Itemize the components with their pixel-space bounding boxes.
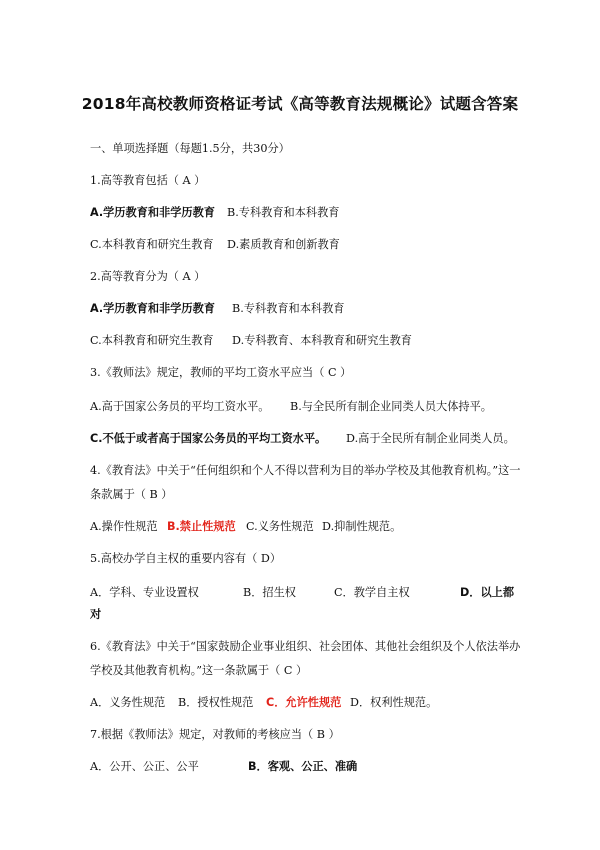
q5-option-a: A．学科、专业设置权 — [90, 586, 199, 599]
q2-option-d: D.专科教育、本科教育和研究生教育 — [232, 334, 412, 347]
q7-option-b: B．客观、公正、准确 — [248, 760, 358, 773]
question-2-stem: 2.高等教育分为（ A ） — [90, 270, 206, 283]
question-6-stem-line2: 学校及其他教育机构。”这一条款属于（ C ） — [90, 664, 308, 677]
q5-option-c: C．教学自主权 — [334, 586, 410, 599]
question-5-stem: 5.高校办学自主权的重要内容有（ D） — [90, 552, 282, 565]
q1-option-c: C.本科教育和研究生教育 — [90, 238, 214, 251]
section-heading: 一、单项选择题（每题1.5分，共30分） — [90, 142, 290, 155]
q1-option-a: A.学历教育和非学历教育 — [90, 206, 215, 219]
q2-option-b: B.专科教育和本科教育 — [232, 302, 345, 315]
q6-option-d: D．权利性规范。 — [350, 696, 438, 709]
q4-option-b: B.禁止性规范 — [167, 520, 236, 533]
q5-option-b: B．招生权 — [243, 586, 296, 599]
page-title: 2018年高校教师资格证考试《高等教育法规概论》试题含答案 — [81, 95, 519, 113]
q4-option-d: D.抑制性规范。 — [322, 520, 402, 533]
question-3-stem: 3.《教师法》规定，教师的平均工资水平应当（ C ） — [90, 366, 352, 379]
q6-option-a: A．义务性规范 — [90, 696, 166, 709]
q5-option-d-wrap: 对 — [90, 608, 102, 621]
question-4-stem-line1: 4.《教育法》中关于“任何组织和个人不得以营利为目的举办学校及其他教育机构。”这一 — [90, 464, 521, 477]
q6-option-c: C．允许性规范 — [266, 696, 342, 709]
q3-option-b: B.与全民所有制企业同类人员大体持平。 — [290, 400, 492, 413]
q3-option-c: C.不低于或者高于国家公务员的平均工资水平。 — [90, 432, 327, 445]
question-6-stem-line1: 6.《教育法》中关于“国家鼓励企业事业组织、社会团体、其他社会组织及个人依法举办 — [90, 640, 521, 653]
q2-option-c: C.本科教育和研究生教育 — [90, 334, 214, 347]
q2-option-a: A.学历教育和非学历教育 — [90, 302, 215, 315]
q1-option-b: B.专科教育和本科教育 — [227, 206, 340, 219]
q3-option-a: A.高于国家公务员的平均工资水平。 — [90, 400, 270, 413]
question-1-stem: 1.高等教育包括（ A ） — [90, 174, 206, 187]
q3-option-d: D.高于全民所有制企业同类人员。 — [346, 432, 515, 445]
question-7-stem: 7.根据《教师法》规定，对教师的考核应当（ B ） — [90, 728, 340, 741]
q1-option-d: D.素质教育和创新教育 — [227, 238, 340, 251]
q5-option-d: D．以上都 — [460, 586, 515, 599]
q6-option-b: B．授权性规范 — [178, 696, 254, 709]
q7-option-a: A．公开、公正、公平 — [90, 760, 199, 773]
q4-option-c: C.义务性规范 — [246, 520, 314, 533]
q4-option-a: A.操作性规范 — [90, 520, 158, 533]
question-4-stem-line2: 条款属于（ B ） — [90, 488, 173, 501]
